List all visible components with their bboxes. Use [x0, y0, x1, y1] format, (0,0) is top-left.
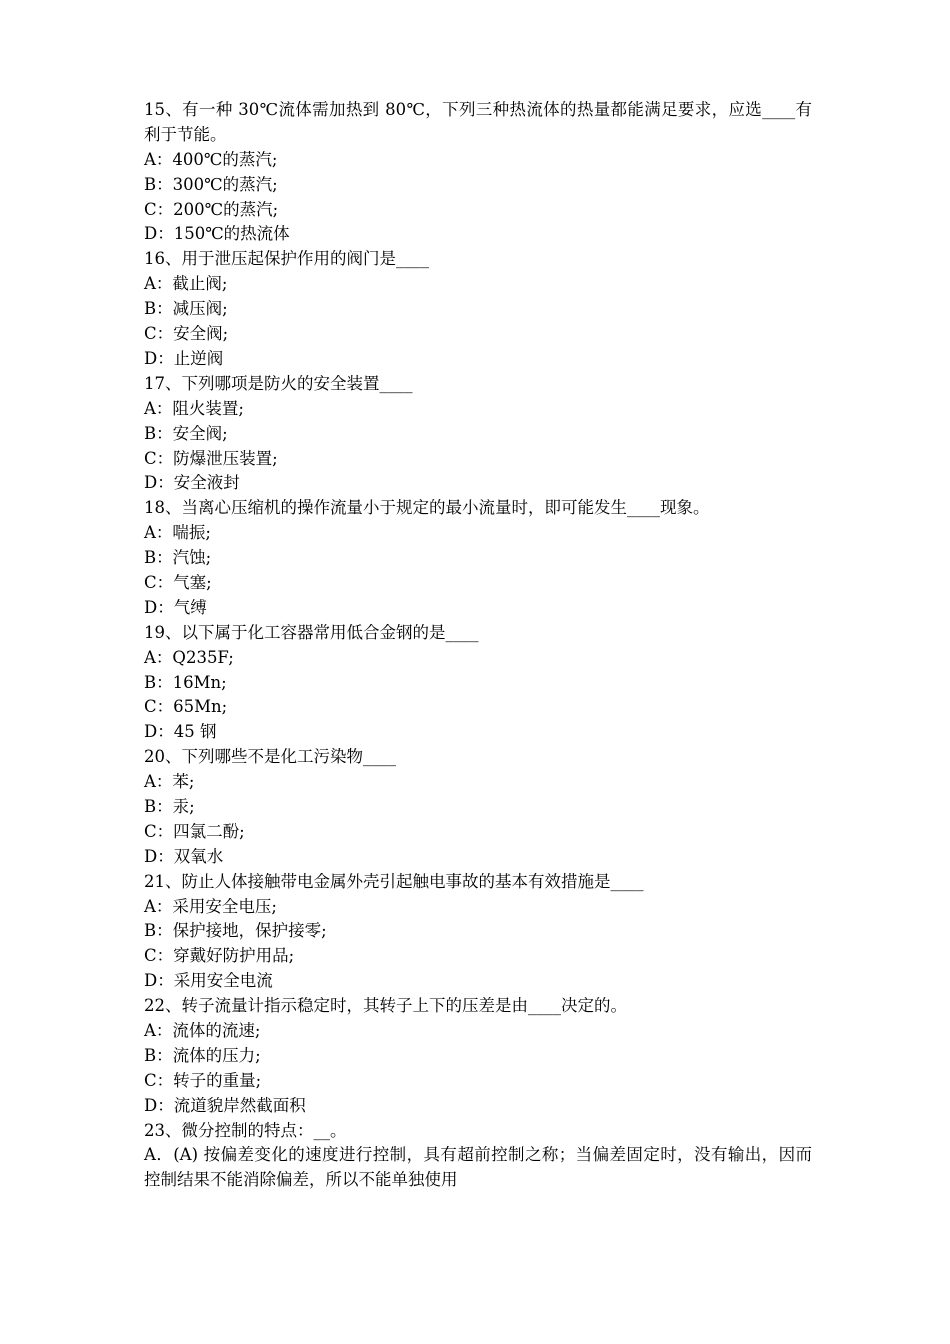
option-b: B：安全阀;: [144, 423, 228, 443]
option-b: B：流体的压力;: [144, 1045, 261, 1065]
question-23: [144, 1119, 812, 1194]
option-d: D：流道貌岸然截面积: [144, 1095, 306, 1115]
option-d: D：安全液封: [144, 473, 240, 493]
question-stem: 18、当离心压缩机的操作流量小于规定的最小流量时，即可能发生____现象。: [144, 498, 710, 518]
option-b: B：减压阀;: [144, 299, 228, 319]
option-c: C：安全阀;: [144, 324, 229, 344]
option-c: C：转子的重量;: [144, 1070, 262, 1090]
option-c: C：65Mn;: [144, 697, 228, 717]
question-22: [144, 994, 812, 1118]
question-stem: 23、微分控制的特点：__。: [144, 1120, 347, 1140]
question-stem: 17、下列哪项是防火的安全装置____: [144, 373, 413, 393]
option-d: D：采用安全电流: [144, 971, 273, 991]
question-17: [144, 372, 812, 496]
question-stem: 16、用于泄压起保护作用的阀门是____: [144, 249, 429, 269]
option-d: D：止逆阀: [144, 348, 224, 368]
option-b: B：保护接地，保护接零;: [144, 921, 327, 941]
question-19: [144, 621, 812, 745]
option-d: D：气缚: [144, 597, 207, 617]
option-b: B：汽蚀;: [144, 548, 212, 568]
question-list: [144, 98, 812, 1193]
option-c: C：防爆泄压装置;: [144, 448, 278, 468]
option-b: B：汞;: [144, 796, 195, 816]
option-b: B：16Mn;: [144, 672, 227, 692]
question-18: [144, 496, 812, 620]
question-21: [144, 870, 812, 994]
option-c: C：气塞;: [144, 572, 212, 592]
option-a: A：流体的流速;: [144, 1020, 261, 1040]
question-stem: 15、有一种 30℃流体需加热到 80℃，下列三种热流体的热量都能满足要求，应选____有利于节能。: [144, 100, 812, 144]
option-a: A．(A) 按偏差变化的速度进行控制，具有超前控制之称；当偏差固定时，没有输出，因而控制结果不能消除偏差，所以不能单独使用: [144, 1145, 812, 1190]
option-c: C：200℃的蒸汽;: [144, 199, 279, 219]
option-c: C：穿戴好防护用品;: [144, 946, 295, 966]
option-a: A：Q235F;: [144, 647, 234, 667]
question-stem: 21、防止人体接触带电金属外壳引起触电事故的基本有效措施是____: [144, 871, 644, 891]
option-a: A：阻火装置;: [144, 398, 244, 418]
question-15: [144, 98, 812, 247]
option-a: A：采用安全电压;: [144, 896, 277, 916]
option-b: B：300℃的蒸汽;: [144, 174, 278, 194]
option-d: D：150℃的热流体: [144, 224, 290, 244]
option-a: A：喘振;: [144, 523, 211, 543]
option-a: A：400℃的蒸汽;: [144, 149, 278, 169]
question-stem: 20、下列哪些不是化工污染物____: [144, 747, 396, 767]
option-a: A：截止阀;: [144, 274, 228, 294]
question-16: [144, 247, 812, 371]
question-20: [144, 745, 812, 869]
option-a: A：苯;: [144, 772, 195, 792]
option-d: D：双氧水: [144, 846, 224, 866]
option-d: D：45 钢: [144, 722, 217, 742]
option-c: C：四氯二酚;: [144, 821, 245, 841]
question-stem: 22、转子流量计指示稳定时，其转子上下的压差是由____决定的。: [144, 996, 627, 1016]
question-stem: 19、以下属于化工容器常用低合金钢的是____: [144, 622, 479, 642]
